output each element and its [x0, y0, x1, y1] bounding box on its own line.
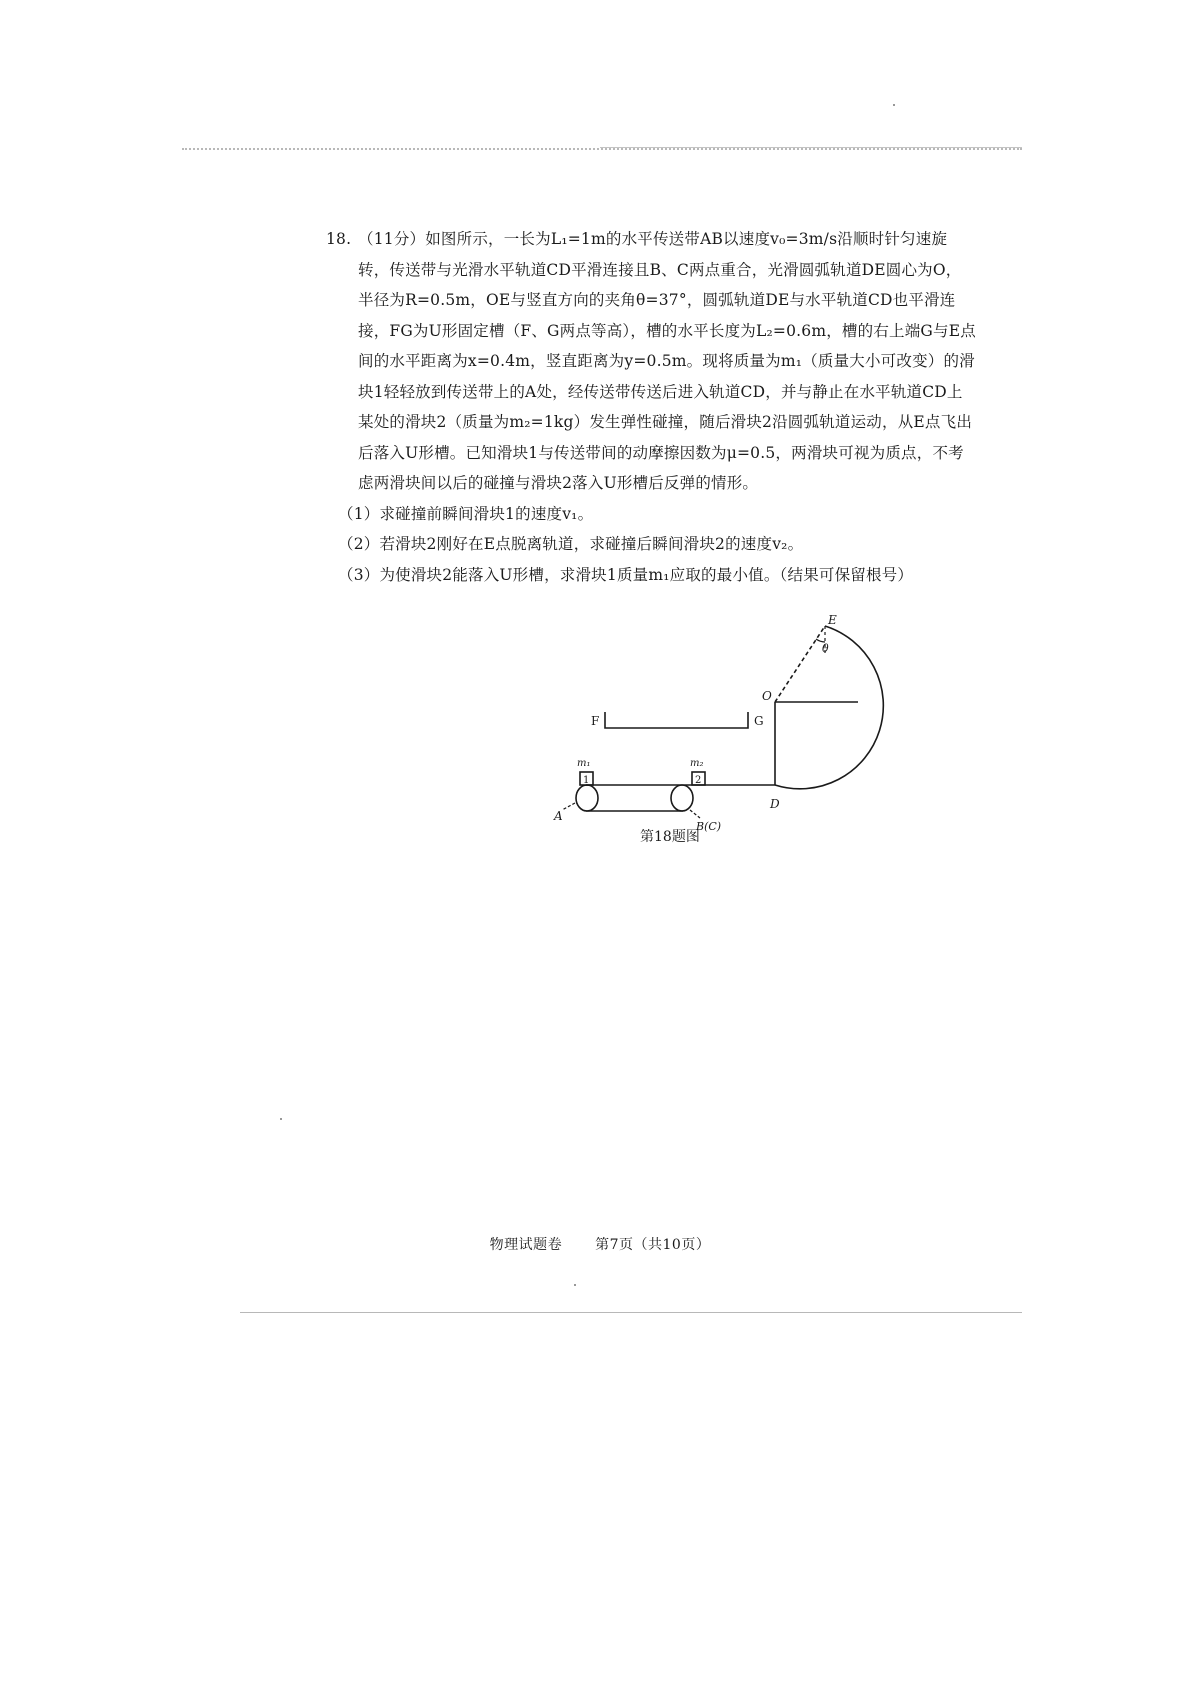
label-d: D	[770, 797, 780, 811]
top-rule	[182, 148, 1022, 150]
arc-de	[775, 626, 883, 789]
question-part-1: （1）求碰撞前瞬间滑块1的速度v₁。	[338, 504, 594, 523]
label-f: F	[591, 714, 600, 728]
question-part-2: （2）若滑块2刚好在E点脱离轨道，求碰撞后瞬间滑块2的速度v₂。	[338, 535, 804, 553]
question-number: 18.	[326, 230, 352, 248]
label-e: E	[828, 613, 837, 627]
block-2-label: 2	[695, 775, 702, 786]
scan-speck	[280, 1118, 282, 1120]
label-bc: B(C)	[696, 820, 722, 833]
label-m1: m₁	[577, 758, 591, 769]
question-body: （11分）如图所示，一长为L₁=1m的水平传送带AB以速度v₀=3m/s沿顺时针匀速旋转，传送带与光滑水平轨道CD平滑连接且B、C两点重合，光滑圆弧轨道DE圆心为O，半径为R=0.5m，OE与竖直方向的夹角θ=37°，圆弧轨道DE与水平轨道CD也平滑连接，FG为U形固定槽（F、G两点等高），槽的水平长度为L₂=0.6m，槽的右上端G与E点间的水平距离为x=0.4m，竖直距离为y=0.5m。现将质量为m₁（质量大小可改变）的滑块1轻轻放到传送带上的A处，经传送带传送后进入轨道CD，并与静止在水平轨道CD上某处的滑块2（质量为m₂=1kg）发生弹性碰撞，随后滑块2沿圆弧轨道运动，从E点飞出后落入U形槽。已知滑块1与传送带间的动摩擦因数为μ=0.5，两滑块可视为质点，不考虑两滑块间以后的碰撞与滑块2落入U形槽后反弹的情形。	[358, 230, 976, 492]
label-theta: θ	[822, 642, 829, 655]
belt-dash-b	[690, 810, 700, 818]
page-footer	[0, 1234, 1200, 1254]
belt-pulley-left	[576, 785, 598, 811]
question-18	[326, 224, 976, 590]
u-groove	[605, 712, 748, 728]
block-1-label: 1	[583, 775, 590, 786]
footer-page-number: 第7页（共10页）	[595, 1237, 711, 1253]
label-a: A	[554, 809, 563, 823]
radius-oe	[775, 626, 825, 702]
belt-pulley-right	[671, 785, 693, 811]
label-m2: m₂	[690, 758, 704, 769]
figure-18-diagram	[540, 612, 900, 852]
scan-speck	[893, 104, 895, 106]
footer-subject: 物理试题卷	[489, 1237, 563, 1253]
scan-speck	[574, 1284, 576, 1286]
top-rule-solid	[600, 147, 1022, 148]
figure-caption: 第18题图	[640, 829, 700, 845]
belt-dash-a	[562, 803, 575, 810]
question-stem	[326, 224, 976, 499]
label-g: G	[754, 714, 764, 728]
question-part-3: （3）为使滑块2能落入U形槽，求滑块1质量m₁应取的最小值。（结果可保留根号）	[338, 565, 914, 584]
label-o: O	[762, 689, 772, 703]
bottom-rule	[240, 1312, 1022, 1313]
